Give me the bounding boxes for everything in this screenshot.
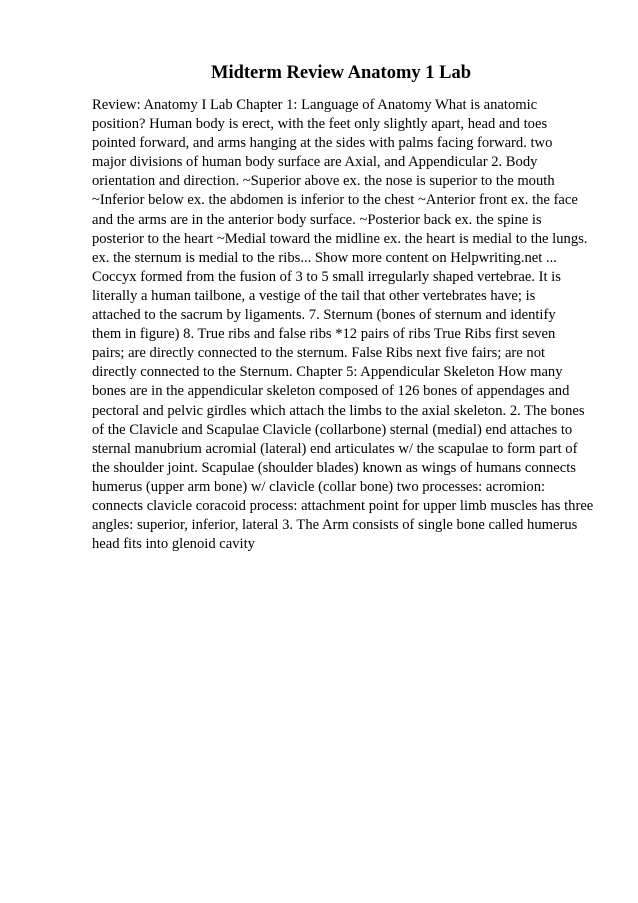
body-line: ~Inferior below ex. the abdomen is inferior to the chest ~Anterior front ex. the face <box>92 192 578 209</box>
body-line: sternal manubrium acromial (lateral) end articulates w/ the scapulae to form part of <box>92 440 578 457</box>
body-line: ex. the sternum is medial to the ribs... Show more content on Helpwriting.net ... <box>92 249 557 266</box>
body-line: connects clavicle coracoid process: attachment point for upper limb muscles has three <box>92 497 594 514</box>
body-line: bones are in the appendicular skeleton composed of 126 bones of appendages and <box>92 383 570 400</box>
body-line: orientation and direction. ~Superior above ex. the nose is superior to the mouth <box>92 173 555 190</box>
document-title: Midterm Review Anatomy 1 Lab <box>211 63 471 83</box>
body-line: the shoulder joint. Scapulae (shoulder blades) known as wings of humans connects <box>92 459 576 476</box>
body-line: attached to the sacrum by ligaments. 7. Sternum (bones of sternum and identify <box>92 307 556 324</box>
body-line: head fits into glenoid cavity <box>92 536 255 553</box>
body-line: literally a human tailbone, a vestige of the tail that other vertebrates have; is <box>92 287 536 304</box>
body-line: pointed forward, and arms hanging at the sides with palms facing forward. two <box>92 135 553 152</box>
body-line: of the Clavicle and Scapulae Clavicle (collarbone) sternal (medial) end attaches to <box>92 421 573 438</box>
body-line: humerus (upper arm bone) w/ clavicle (collar bone) two processes: acromion: <box>92 478 546 495</box>
body-line: them in figure) 8. True ribs and false ribs *12 pairs of ribs True Ribs first seven <box>92 326 556 343</box>
body-line: and the arms are in the anterior body surface. ~Posterior back ex. the spine is <box>92 211 542 228</box>
body-line: angles: superior, inferior, lateral 3. The Arm consists of single bone called humerus <box>92 517 578 534</box>
body-line: pectoral and pelvic girdles which attach the limbs to the axial skeleton. 2. The bones <box>92 402 585 419</box>
body-line: major divisions of human body surface are Axial, and Appendicular 2. Body <box>92 154 538 171</box>
body-line: directly connected to the Sternum. Chapter 5: Appendicular Skeleton How many <box>92 364 563 381</box>
body-line: position? Human body is erect, with the feet only slightly apart, head and toes <box>92 116 548 133</box>
body-line: pairs; are directly connected to the sternum. False Ribs next five fairs; are not <box>92 345 546 362</box>
document-body <box>92 96 622 554</box>
body-line: posterior to the heart ~Medial toward the midline ex. the heart is medial to the lungs. <box>92 230 588 247</box>
body-line: Review: Anatomy I Lab Chapter 1: Language of Anatomy What is anatomic <box>92 97 538 113</box>
body-line: Coccyx formed from the fusion of 3 to 5 small irregularly shaped vertebrae. It is <box>92 268 561 285</box>
